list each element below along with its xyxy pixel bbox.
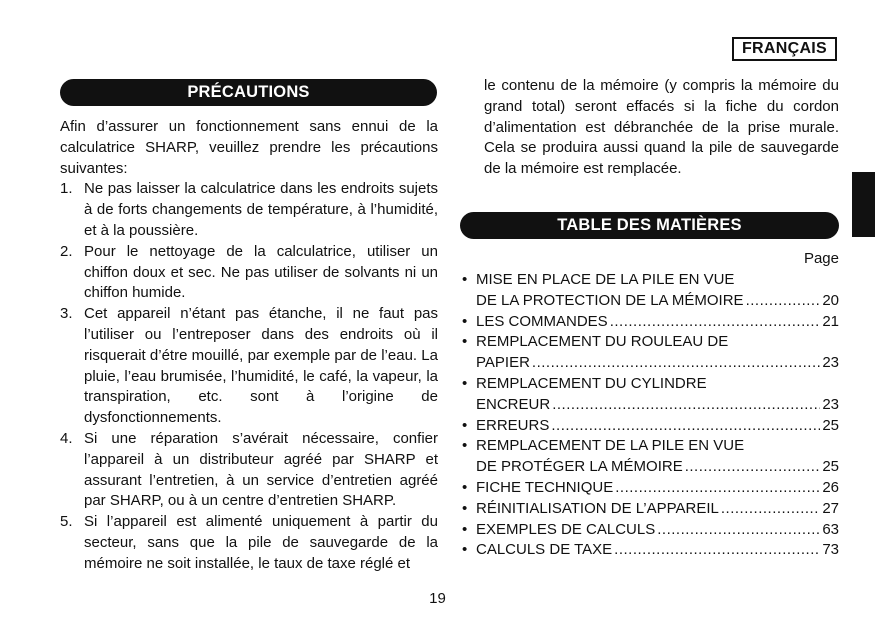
bullet-icon: • <box>462 416 468 434</box>
toc-heading: TABLE DES MATIÈRES <box>460 212 839 239</box>
precaution-item <box>60 429 438 512</box>
toc-entry <box>460 332 839 374</box>
toc-leader-dots <box>721 499 820 520</box>
toc-entry-line1: REMPLACEMENT DE LA PILE EN VUE <box>476 437 745 455</box>
toc-leader-dots <box>685 457 821 478</box>
bullet-icon: • <box>462 437 468 455</box>
toc-entry-page: 73 <box>822 541 839 559</box>
precaution-item <box>60 512 438 574</box>
toc-leader-dots <box>610 312 821 333</box>
bullet-icon: • <box>462 312 468 330</box>
precautions-intro: Afin d’assurer un fonctionnement sans ennui de la calculatrice SHARP, veuillez prendre les précautions suivantes: <box>60 118 438 177</box>
toc-entry-title: PAPIER <box>476 354 530 372</box>
toc-entry <box>460 520 839 541</box>
toc-entry-line1: MISE EN PLACE DE LA PILE EN VUE <box>476 271 735 288</box>
toc-leader-dots <box>746 291 821 312</box>
toc-leader-dots <box>551 416 820 437</box>
toc-list <box>460 270 839 561</box>
toc-entry <box>460 416 839 437</box>
toc-entry-page: 25 <box>822 416 839 434</box>
item-text: Ne pas laisser la calculatrice dans les endroits sujets à de forts changements de température, à l’humidité, et à la poussière. <box>84 180 438 239</box>
toc-entry-page: 25 <box>822 458 839 476</box>
precautions-heading: PRÉCAUTIONS <box>60 79 437 106</box>
language-badge: FRANÇAIS <box>732 37 837 61</box>
toc-entry <box>460 436 839 478</box>
toc-entry-page: 23 <box>822 395 839 413</box>
toc-entry-line1: REMPLACEMENT DU ROULEAU DE <box>476 333 729 351</box>
toc-entry-title: CALCULS DE TAXE <box>476 541 613 559</box>
toc-leader-dots <box>657 520 820 541</box>
toc-entry-page: 23 <box>822 354 839 372</box>
page-number: 19 <box>429 590 446 607</box>
item-number: 3. <box>60 305 73 323</box>
precaution-item <box>60 242 438 304</box>
toc-leader-dots <box>532 353 820 374</box>
toc-entry-title: DE LA PROTECTION DE LA MÉMOIRE <box>476 291 744 309</box>
section-side-tab <box>852 172 875 237</box>
toc-entry-title: DE PROTÉGER LA MÉMOIRE <box>476 458 683 476</box>
toc-entry-page: 27 <box>822 499 839 517</box>
toc-entry-title: ERREURS <box>476 416 550 434</box>
toc-entry-title: FICHE TECHNIQUE <box>476 478 614 496</box>
toc-leader-dots <box>552 395 820 416</box>
toc-entry-line1: REMPLACEMENT DU CYLINDRE <box>476 374 707 392</box>
toc-entry <box>460 499 839 520</box>
toc-entry-title: LES COMMANDES <box>476 312 608 330</box>
item-text: Pour le nettoyage de la calculatrice, utiliser un chiffon doux et sec. Ne pas utiliser de solvants ni un chiffon humide. <box>84 242 438 302</box>
item-number: 2. <box>60 242 73 260</box>
toc-entry-page: 63 <box>822 520 839 538</box>
toc-entry <box>460 374 839 416</box>
precautions-body <box>60 117 438 575</box>
toc-entry-page: 26 <box>822 478 839 496</box>
toc-entry-title: EXEMPLES DE CALCULS <box>476 520 656 538</box>
toc-entry-title: RÉINITIALISATION DE L’APPAREIL <box>476 499 719 517</box>
item-number: 1. <box>60 180 73 198</box>
precaution-item <box>60 304 438 429</box>
toc-entry <box>460 540 839 561</box>
item-number: 4. <box>60 429 73 447</box>
bullet-icon: • <box>462 520 468 538</box>
precaution-item <box>60 179 438 241</box>
toc-entry-title: ENCREUR <box>476 395 551 413</box>
bullet-icon: • <box>462 541 468 559</box>
precautions-list <box>60 179 438 574</box>
item-text: Si l’appareil est alimenté uniquement à partir du secteur, sans que la pile de sauvegarde de la mémoire ne soit installée, le taux de taxe réglé et <box>84 513 438 572</box>
bullet-icon: • <box>462 271 468 288</box>
bullet-icon: • <box>462 333 468 351</box>
toc-entry-page: 21 <box>822 312 839 330</box>
bullet-icon: • <box>462 478 468 496</box>
toc-entry <box>460 312 839 333</box>
bullet-icon: • <box>462 499 468 517</box>
toc-entry <box>460 478 839 499</box>
toc-entry <box>460 270 839 312</box>
item-number: 5. <box>60 513 73 531</box>
item-text: Si une réparation s’avérait nécessaire, confier l’appareil à un distributeur agréé par SHARP et assurant l’entretien, à un service d’entretien agréé par SHARP, ou à un centre d’entretien SHARP. <box>84 429 438 510</box>
toc-page-label: Page <box>803 250 839 267</box>
toc-leader-dots <box>614 540 820 561</box>
item-text: Cet appareil n’étant pas étanche, il ne faut pas l’utiliser ou l’entreposer dans des endroits où il risquerait d’étre mouillé, par exemple par de l’eau. La pluie, l’eau brumisée, l’humidité, le café, la vapeur, la transpiration, etc. sont à l’origine de dysfonctionnements. <box>84 305 438 427</box>
toc-leader-dots <box>615 478 820 499</box>
bullet-icon: • <box>462 374 468 392</box>
toc-entry-page: 20 <box>822 291 839 309</box>
precautions-continuation: le contenu de la mémoire (y compris la mémoire du grand total) seront effacés si la fiche du cordon d’alimentation est débranchée de la prise murale. Cela se produira aussi quand la pile de sauvegarde de la mémoire est remplacée. <box>484 77 839 178</box>
